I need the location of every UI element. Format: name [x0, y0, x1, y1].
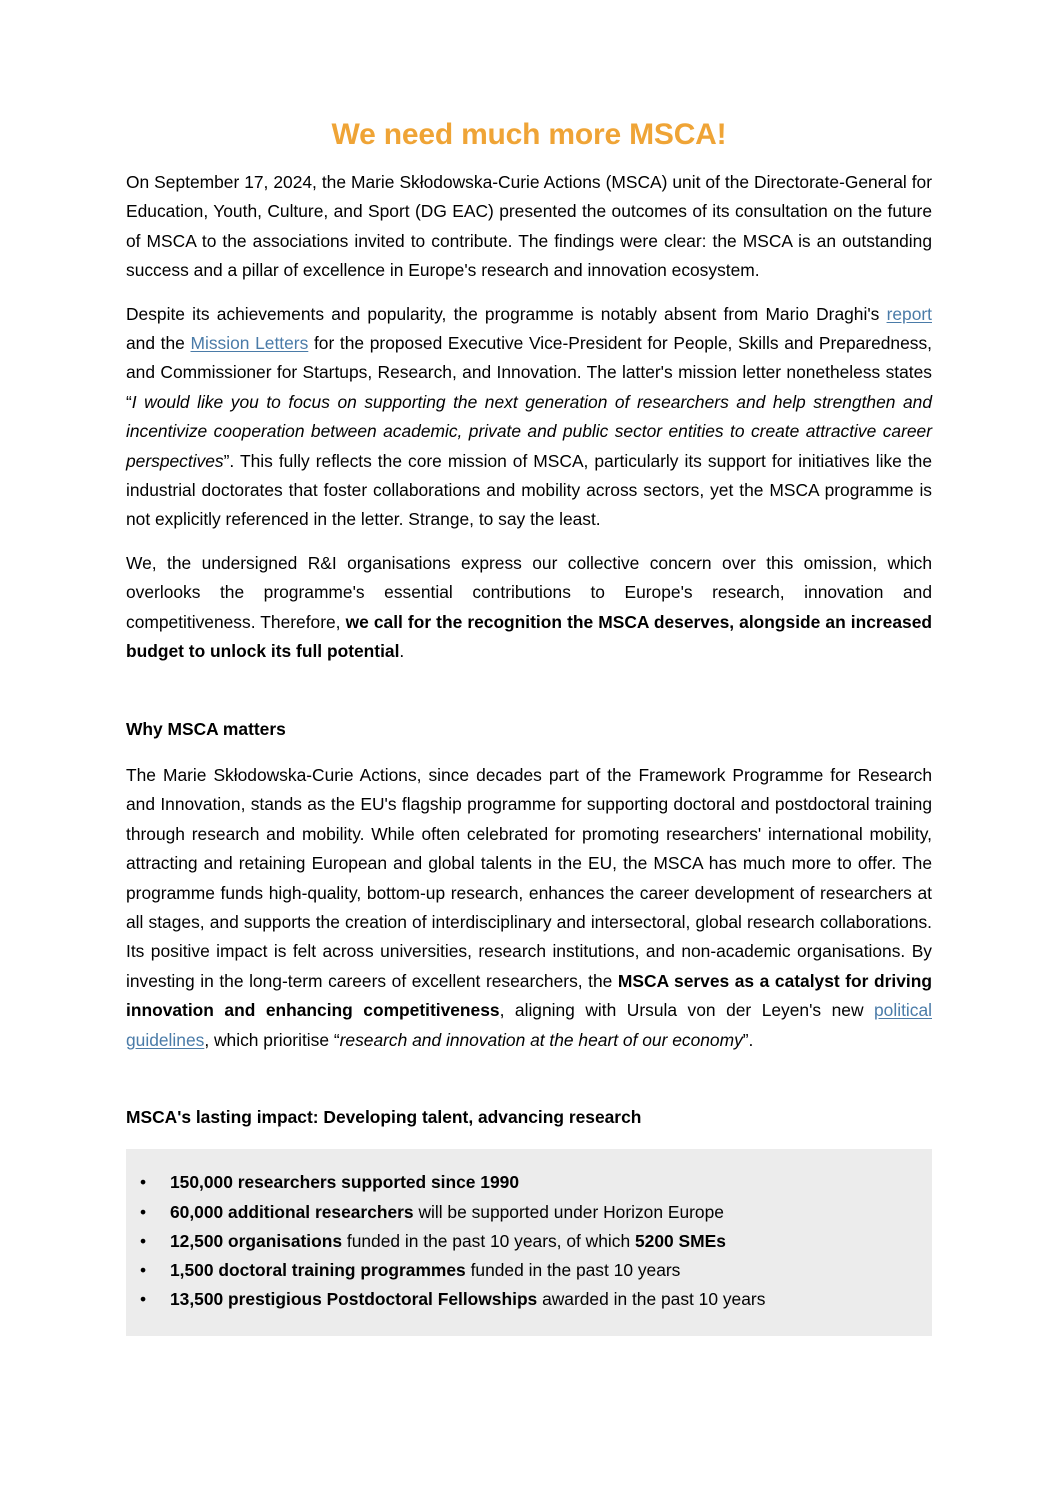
list-item — [126, 1198, 932, 1227]
list-item — [126, 1256, 932, 1285]
paragraph-why-lead: The Marie Skłodowska-Curie Actions, since decades part of the Framework Programme for Research and Innovation, stands as the EU's flagship programme for supporting doctoral and postdoctoral training through research and mobility. While often celebrated for promoting researchers' international mobility, attracting and retaining European and global talents in the EU, the MSCA has much more to offer. The programme funds high-quality, bottom-up research, enhances the career development of researchers at all stages, and supports the creation of interdisciplinary and intersectoral, global research collaborations. Its positive impact is felt across universities, research institutions, and non-academic organisations. By investing in the long-term careers of excellent researchers, the — [126, 764, 932, 991]
spacer — [126, 286, 932, 300]
list-item-rest: funded in the past 10 years, of which — [342, 1230, 635, 1251]
list-item-bold: 13,500 prestigious Postdoctoral Fellowships — [170, 1289, 538, 1310]
spacer — [126, 1132, 932, 1149]
list-item-bold: 12,500 organisations — [170, 1230, 343, 1251]
paragraph-call-lead: We, the undersigned R&I organisations express our collective concern over this omission, which overlooks the programme's essential contributions to Europe's research, innovation and competitiveness. Therefore, — [126, 552, 932, 632]
bullet-icon: • — [140, 1230, 147, 1251]
bullet-icon: • — [140, 1259, 147, 1280]
bullet-icon: • — [140, 1201, 147, 1222]
link-mission-letters[interactable]: Mission Letters — [190, 333, 309, 354]
paragraph-why-tail: ”. — [742, 1029, 754, 1050]
bullet-icon: • — [140, 1172, 147, 1193]
paragraph-intro-text: On September 17, 2024, the Marie Skłodowska-Curie Actions (MSCA) unit of the Directorate-General for Education, Youth, Culture, and Sport (DG EAC) presented the outcomes of its consultation on the future of MSCA to the associations invited to contribute. The findings were clear: the MSCA is an outstanding success and a pillar of excellence in Europe's research and innovation ecosystem. — [126, 172, 932, 281]
impact-highlight-box — [126, 1149, 932, 1336]
paragraph-why-mid: , aligning with Ursula von der Leyen's new — [499, 1000, 874, 1021]
link-political-guidelines[interactable]: political guidelines — [126, 1000, 932, 1050]
paragraph-call-emphasis: we call for the recognition the MSCA deserves, alongside an increased budget to unlock its full potential — [126, 611, 932, 662]
paragraph-draghi-mid2: for the proposed Executive Vice-President for People, Skills and Preparedness, and Commissioner for Startups, Research, and Innovation. The latter's mission letter nonetheless states “ — [126, 333, 932, 412]
list-item — [126, 1168, 932, 1197]
quote-mission-letter: I would like you to focus on supporting the next generation of researchers and help strengthen and incentivize cooperation between academic, private and public sector entities to create attractive career perspectives — [126, 391, 932, 471]
spacer — [126, 1055, 932, 1103]
heading-lasting-impact: MSCA's lasting impact: Developing talent, advancing research — [126, 1106, 642, 1127]
document-body — [126, 168, 932, 1336]
bullet-icon: • — [140, 1289, 147, 1310]
list-item-rest: awarded in the past 10 years — [537, 1289, 766, 1310]
paragraph-draghi — [126, 300, 932, 535]
list-item-bold-secondary: 5200 SMEs — [634, 1230, 726, 1251]
paragraph-intro — [126, 168, 932, 286]
paragraph-draghi-tail: ”. This fully reflects the core mission of MSCA, particularly its support for initiatives like the industrial doctorates that foster collaborations and mobility across sectors, yet the MSCA programme is not explicitly referenced in the letter. Strange, to say the least. — [126, 450, 932, 530]
link-report[interactable]: report — [886, 303, 932, 324]
list-item-bold: 150,000 researchers supported since 1990 — [170, 1172, 519, 1193]
paragraph-why-msca — [126, 761, 932, 1055]
paragraph-draghi-lead: Despite its achievements and popularity, the programme is notably absent from Mario Draghi's — [126, 303, 887, 324]
list-item — [126, 1285, 932, 1314]
list-item-rest: funded in the past 10 years — [465, 1259, 681, 1280]
paragraph-draghi-mid1: and the — [126, 333, 191, 354]
list-item-bold: 60,000 additional researchers — [170, 1201, 414, 1222]
spacer — [126, 744, 932, 761]
list-item-rest: will be supported under Horizon Europe — [413, 1201, 724, 1222]
paragraph-call-to-action — [126, 549, 932, 667]
spacer — [126, 667, 932, 715]
paragraph-why-emphasis: MSCA serves as a catalyst for driving innovation and enhancing competitiveness — [126, 970, 932, 1021]
spacer — [126, 535, 932, 549]
quote-political-guidelines: research and innovation at the heart of our economy — [339, 1029, 743, 1050]
paragraph-why-mid2: , which prioritise “ — [204, 1029, 340, 1050]
heading-why-msca-matters: Why MSCA matters — [126, 718, 286, 739]
page-title: We need much more MSCA! — [331, 118, 727, 151]
list-item — [126, 1227, 932, 1256]
list-item-bold: 1,500 doctoral training programmes — [170, 1259, 466, 1280]
paragraph-call-tail: . — [399, 641, 405, 662]
impact-statistics-list — [126, 1168, 932, 1314]
